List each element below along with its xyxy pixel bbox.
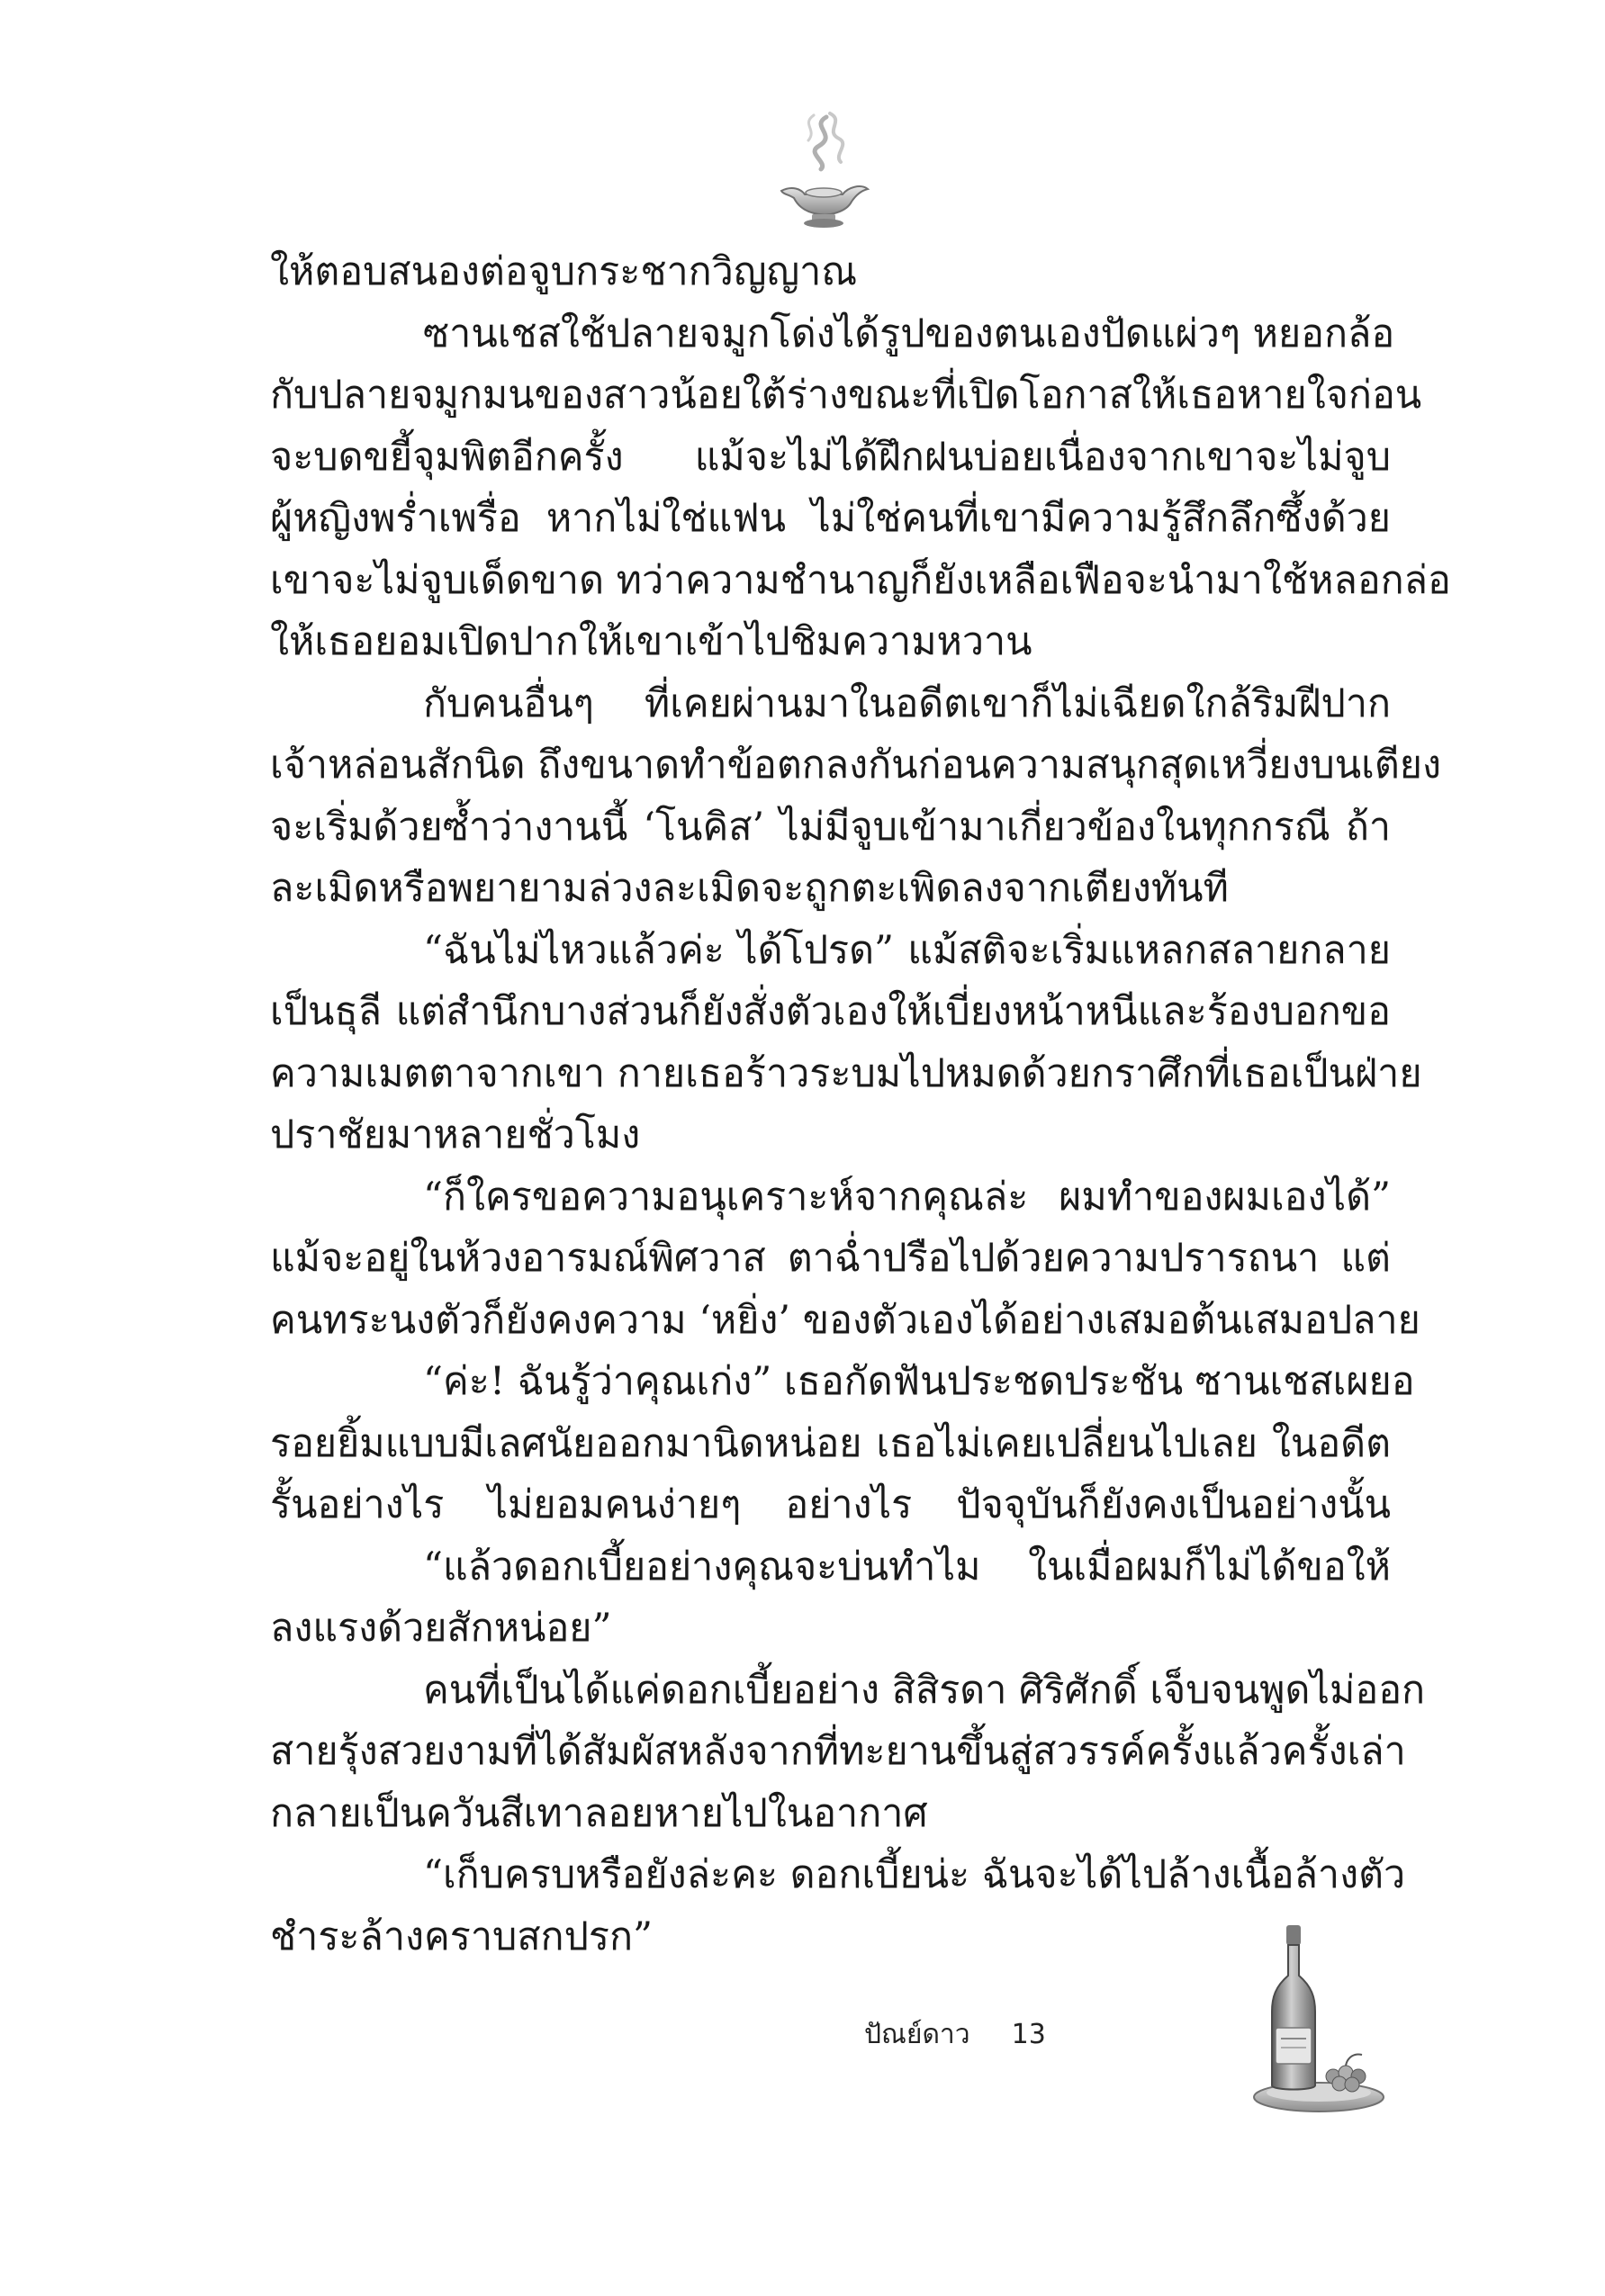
text-line: รั้นอย่างไร ไม่ยอมคนง่ายๆ อย่างไร ปัจจุบันก็ยังคงเป็นอย่างนั้น — [270, 1482, 1391, 1527]
text-line: “แล้วดอกเบี้ยอย่างคุณจะบ่นทำไม ในเมื่อผมก็ไม่ได้ขอให้ — [423, 1544, 1391, 1589]
text-line: กับคนอื่นๆ ที่เคยผ่านมาในอดีตเขาก็ไม่เฉียดใกล้ริมฝีปาก — [423, 680, 1391, 726]
text-line: “เก็บครบหรือยังล่ะคะ ดอกเบี้ยน่ะ ฉันจะได้ไปล้างเนื้อล้างตัว — [423, 1852, 1406, 1897]
page-footer — [864, 2007, 1046, 2061]
body-text — [270, 241, 1451, 1967]
text-line: ลงแรงด้วยสักหน่อย” — [270, 1606, 612, 1651]
text-line: สายรุ้งสวยงามที่ได้สัมผัสหลังจากที่ทะยานขึ้นสู่สวรรค์ครั้งแล้วครั้งเล่า — [270, 1729, 1406, 1774]
text-line: “ก็ใครขอความอนุเคราะห์จากคุณล่ะ ผมทำของผมเองได้” — [423, 1174, 1391, 1220]
text-line: จะบดขยี้จุมพิตอีกครั้ง แม้จะไม่ได้ฝึกฝนบ่อยเนื่องจากเขาจะไม่จูบ — [270, 434, 1391, 480]
text-line: เจ้าหล่อนสักนิด ถึงขนาดทำข้อตกลงกันก่อนความสนุกสุดเหวี่ยงบนเตียง — [270, 743, 1441, 788]
text-line: คนที่เป็นได้แค่ดอกเบี้ยอย่าง สิสิรดา ศิริศักดิ์ เจ็บจนพูดไม่ออก — [423, 1667, 1426, 1713]
text-line: รอยยิ้มแบบมีเลศนัยออกมานิดหน่อย เธอไม่เคยเปลี่ยนไปเลย ในอดีต — [270, 1420, 1391, 1466]
text-line: ให้ตอบสนองต่อจูบกระชากวิญญาณ — [270, 249, 858, 294]
text-line: กับปลายจมูกมนของสาวน้อยใต้ร่างขณะที่เปิดโอกาสให้เธอหายใจก่อน — [270, 373, 1422, 418]
text-line: ความเมตตาจากเขา กายเธอร้าวระบมไปหมดด้วยกราศึกที่เธอเป็นฝ่าย — [270, 1050, 1422, 1096]
text-line: คนทระนงตัวก็ยังคงความ ‘หยิ่ง’ ของตัวเองได้อย่างเสมอต้นเสมอปลาย — [270, 1297, 1420, 1343]
wine-bottle-ornament-icon — [1247, 1922, 1391, 2120]
page-number: 13 — [1011, 2018, 1046, 2050]
text-line: ผู้หญิงพร่ำเพรื่อ หากไม่ใช่แฟน ไม่ใช่คนที่เขามีความรู้สึกลึกซึ้งด้วย — [270, 496, 1391, 541]
text-line: ซานเชสใช้ปลายจมูกโด่งได้รูปของตนเองปัดแผ่วๆ หยอกล้อ — [423, 311, 1395, 356]
text-line: กลายเป็นควันสีเทาลอยหายไปในอากาศ — [270, 1790, 928, 1836]
text-line: ละเมิดหรือพยายามล่วงละเมิดจะถูกตะเพิดลงจากเตียงทันที — [270, 866, 1229, 911]
text-line: ให้เธอยอมเปิดปากให้เขาเข้าไปชิมความหวาน — [270, 619, 1032, 664]
book-title: ปัณย์ดาว — [864, 2018, 970, 2050]
text-line: จะเริ่มด้วยซ้ำว่างานนี้ ‘โนคิส’ ไม่มีจูบเข้ามาเกี่ยวข้องในทุกกรณี ถ้า — [270, 804, 1391, 850]
text-line: เป็นธุลี แต่สำนึกบางส่วนก็ยังสั่งตัวเองให้เบี่ยงหน้าหนีและร้องบอกขอ — [270, 989, 1391, 1034]
text-line: ชำระล้างคราบสกปรก” — [270, 1913, 654, 1959]
text-line: “ค่ะ! ฉันรู้ว่าคุณเก่ง” เธอกัดฟันประชดประชัน ซานเชสเผยอ — [423, 1359, 1415, 1404]
text-line: แม้จะอยู่ในห้วงอารมณ์พิศวาส ตาฉ่ำปรือไปด้วยความปรารถนา แต่ — [270, 1236, 1391, 1281]
text-line: “ฉันไม่ไหวแล้วค่ะ ได้โปรด” แม้สติจะเริ่มแหลกสลายกลาย — [423, 927, 1391, 973]
text-line: เขาจะไม่จูบเด็ดขาด ทว่าความชำนาญก็ยังเหลือเฟือจะนำมาใช้หลอกล่อ — [270, 557, 1451, 603]
text-line: ปราชัยมาหลายชั่วโมง — [270, 1112, 641, 1157]
lamp-ornament-icon — [774, 108, 873, 230]
